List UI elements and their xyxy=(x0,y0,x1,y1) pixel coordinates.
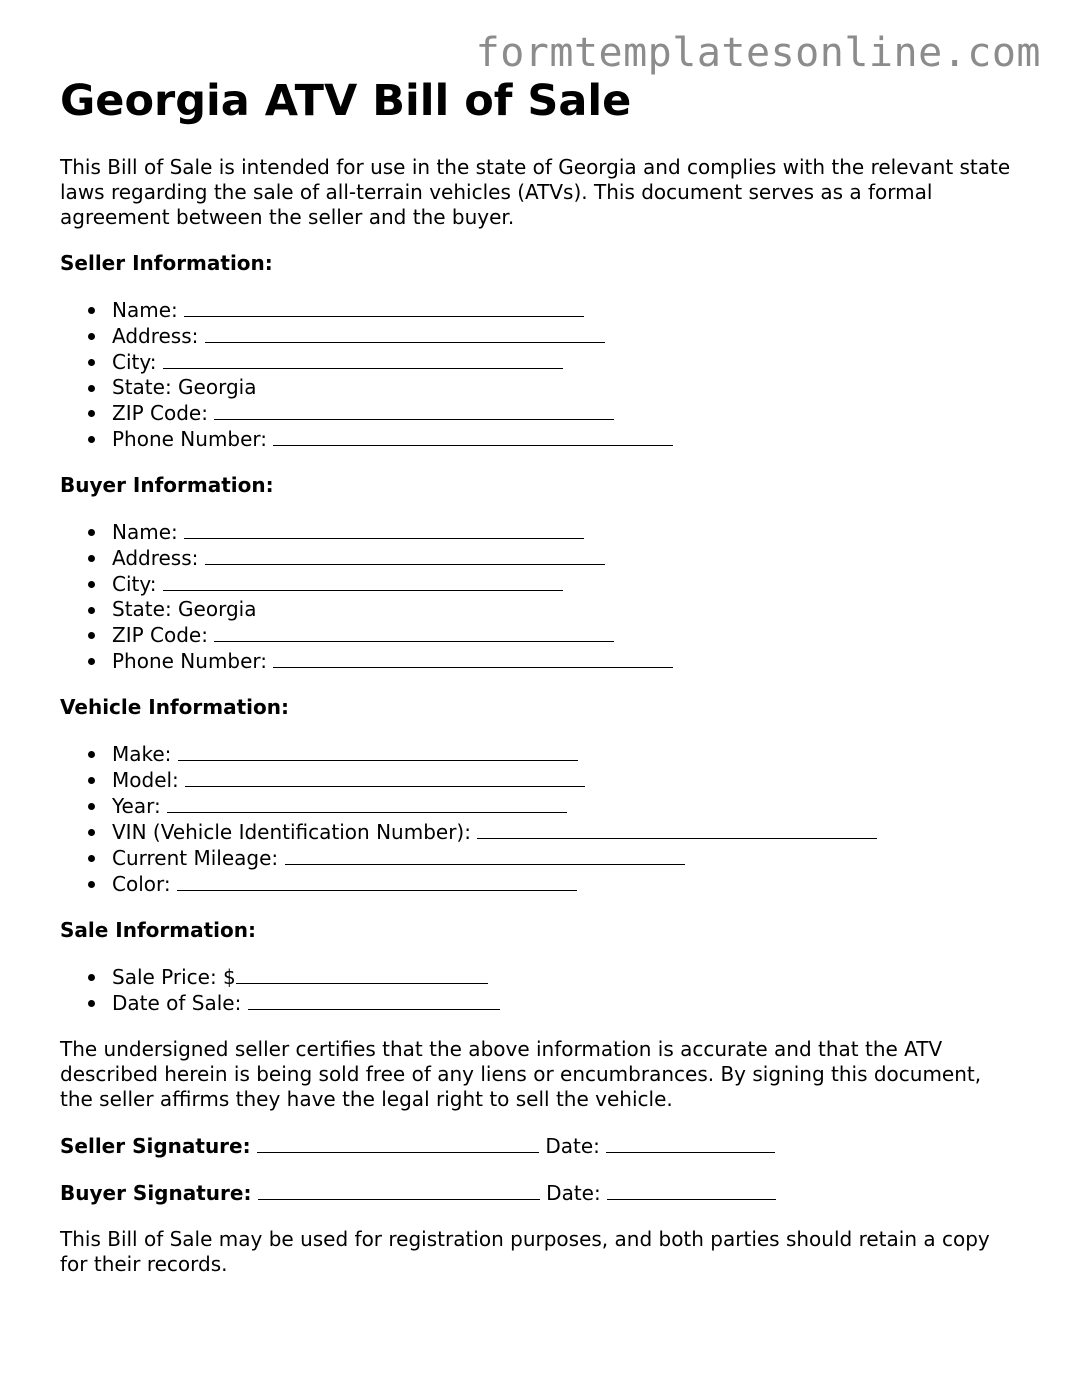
seller-name-item xyxy=(112,297,1020,323)
sale-price-item xyxy=(112,964,1020,990)
intro-paragraph: This Bill of Sale is intended for use in the state of Georgia and complies with the relevant state laws regarding the sale of all-terrain vehicles (ATVs). This document serves as a formal agreement between the seller and the buyer. xyxy=(60,155,1011,229)
seller-section-heading: Seller Information: xyxy=(60,251,273,275)
seller-address-blank[interactable] xyxy=(205,323,605,343)
seller-state-label: State: Georgia xyxy=(112,375,257,399)
buyer-phone-blank[interactable] xyxy=(273,648,673,668)
seller-city-label: City: xyxy=(112,350,163,374)
vehicle-vin-label: VIN (Vehicle Identification Number): xyxy=(112,820,478,844)
document-title: Georgia ATV Bill of Sale xyxy=(60,76,632,126)
buyer-signature-row xyxy=(60,1180,1020,1206)
buyer-state-item xyxy=(112,597,1020,622)
vehicle-year-label: Year: xyxy=(112,794,168,818)
buyer-phone-item xyxy=(112,648,1020,674)
sale-date-label: Date of Sale: xyxy=(112,991,248,1015)
certification-paragraph: The undersigned seller certifies that the above information is accurate and that the ATV described herein is being sold free of any liens or encumbrances. By signing this document, the seller affirms they have the legal right to sell the vehicle. xyxy=(60,1037,982,1111)
watermark: formtemplatesonline.com xyxy=(475,30,1041,76)
vehicle-section-heading: Vehicle Information: xyxy=(60,695,289,719)
vehicle-color-blank[interactable] xyxy=(177,871,577,891)
buyer-zip-blank[interactable] xyxy=(214,622,614,642)
buyer-date-label: Date: xyxy=(546,1181,601,1205)
seller-phone-blank[interactable] xyxy=(273,426,673,446)
buyer-section-heading: Buyer Information: xyxy=(60,473,274,497)
vehicle-vin-blank[interactable] xyxy=(477,819,877,839)
vehicle-model-item xyxy=(112,767,1020,793)
buyer-address-item xyxy=(112,545,1020,571)
vehicle-mileage-label: Current Mileage: xyxy=(112,846,285,870)
sale-fields-list xyxy=(60,964,1020,1016)
sale-price-blank[interactable] xyxy=(236,964,488,984)
vehicle-model-label: Model: xyxy=(112,768,186,792)
sale-date-item xyxy=(112,990,1020,1016)
seller-city-blank[interactable] xyxy=(163,349,563,369)
vehicle-color-label: Color: xyxy=(112,872,177,896)
seller-name-label: Name: xyxy=(112,298,185,322)
vehicle-make-item xyxy=(112,741,1020,767)
buyer-signature-label: Buyer Signature: xyxy=(60,1181,252,1205)
buyer-zip-item xyxy=(112,622,1020,648)
sale-price-label: Sale Price: $ xyxy=(112,965,236,989)
seller-date-blank[interactable] xyxy=(606,1133,775,1153)
sale-date-blank[interactable] xyxy=(248,990,500,1010)
vehicle-make-blank[interactable] xyxy=(178,741,578,761)
buyer-state-label: State: Georgia xyxy=(112,597,257,621)
seller-zip-label: ZIP Code: xyxy=(112,401,215,425)
seller-address-item xyxy=(112,323,1020,349)
buyer-signature-blank[interactable] xyxy=(258,1180,540,1200)
seller-address-label: Address: xyxy=(112,324,205,348)
vehicle-year-blank[interactable] xyxy=(167,793,567,813)
vehicle-mileage-blank[interactable] xyxy=(285,845,685,865)
buyer-fields-list xyxy=(60,519,1020,674)
document-body xyxy=(60,74,1020,1277)
vehicle-vin-item xyxy=(112,819,1020,845)
vehicle-color-item xyxy=(112,871,1020,897)
seller-state-item xyxy=(112,375,1020,400)
vehicle-fields-list xyxy=(60,741,1020,897)
seller-fields-list xyxy=(60,297,1020,452)
closing-paragraph: This Bill of Sale may be used for registration purposes, and both parties should retain a copy for their records. xyxy=(60,1227,990,1276)
vehicle-year-item xyxy=(112,793,1020,819)
seller-zip-item xyxy=(112,400,1020,426)
buyer-name-item xyxy=(112,519,1020,545)
vehicle-model-blank[interactable] xyxy=(185,767,585,787)
buyer-phone-label: Phone Number: xyxy=(112,649,274,673)
seller-city-item xyxy=(112,349,1020,375)
sale-section-heading: Sale Information: xyxy=(60,918,256,942)
buyer-date-blank[interactable] xyxy=(607,1180,776,1200)
seller-zip-blank[interactable] xyxy=(214,400,614,420)
seller-name-blank[interactable] xyxy=(184,297,584,317)
vehicle-make-label: Make: xyxy=(112,742,178,766)
seller-signature-label: Seller Signature: xyxy=(60,1134,251,1158)
buyer-address-label: Address: xyxy=(112,546,205,570)
seller-date-label: Date: xyxy=(545,1134,600,1158)
buyer-city-item xyxy=(112,571,1020,597)
seller-phone-label: Phone Number: xyxy=(112,427,274,451)
buyer-address-blank[interactable] xyxy=(205,545,605,565)
seller-phone-item xyxy=(112,426,1020,452)
buyer-zip-label: ZIP Code: xyxy=(112,623,215,647)
vehicle-mileage-item xyxy=(112,845,1020,871)
buyer-city-blank[interactable] xyxy=(163,571,563,591)
buyer-name-label: Name: xyxy=(112,520,185,544)
buyer-city-label: City: xyxy=(112,572,163,596)
buyer-name-blank[interactable] xyxy=(184,519,584,539)
seller-signature-blank[interactable] xyxy=(257,1133,539,1153)
seller-signature-row xyxy=(60,1133,1020,1159)
